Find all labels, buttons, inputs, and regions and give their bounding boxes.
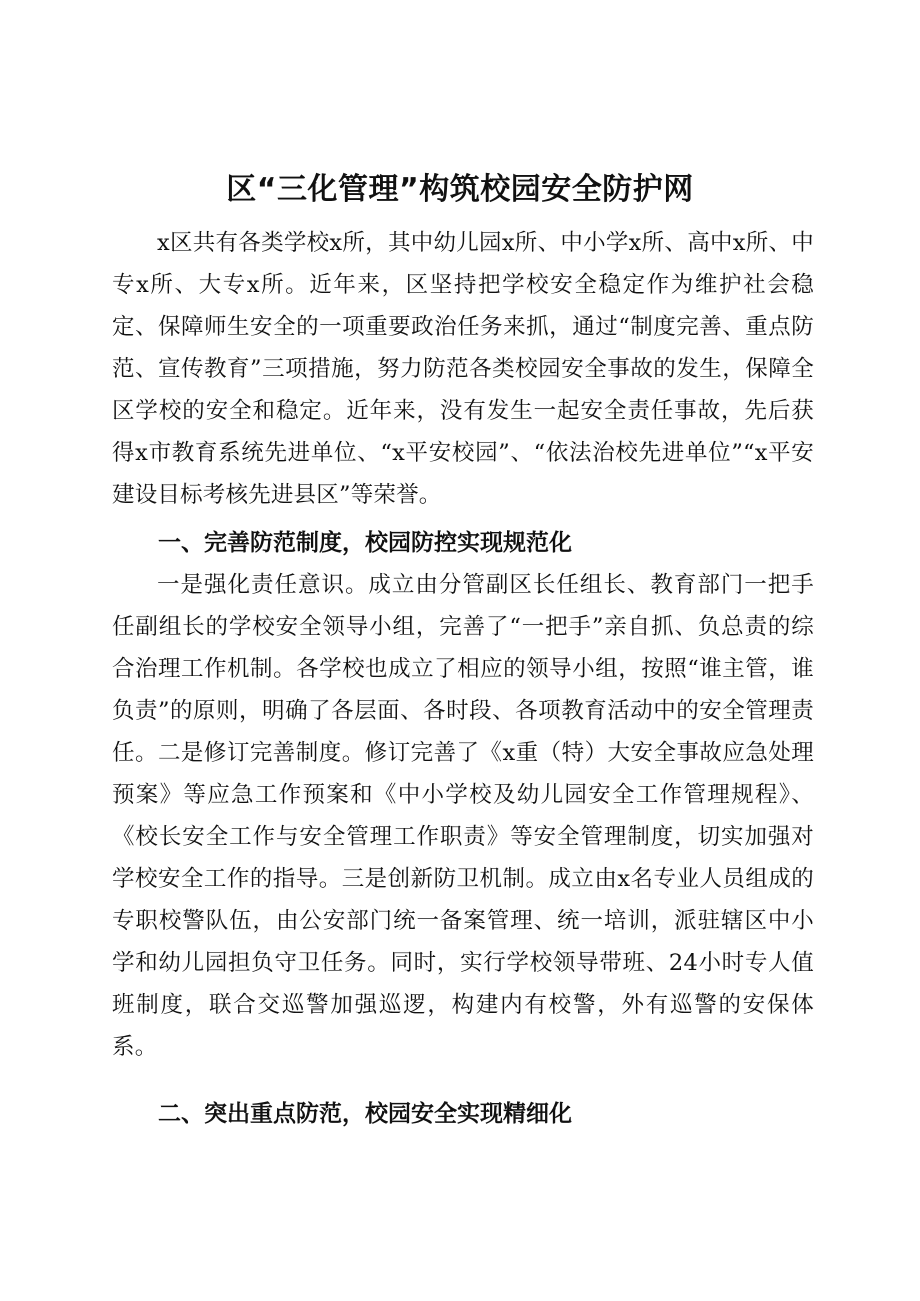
section-heading-1: 一、完善防范制度，校园防控实现规范化 [158,530,572,556]
section-heading-2: 二、突出重点防范，校园安全实现精细化 [158,1101,572,1127]
document-title: 区“三化管理”构筑校园安全防护网 [226,172,694,207]
section-1-paragraph: 一是强化责任意识。成立由分管副区长任组长、教育部门一把手任副组长的学校安全领导小组，完善了“一把手”亲自抓、负总责的综合治理工作机制。各学校也成立了相应的领导小组，按照“谁主管，谁负责”的原则，明确了各层面、各时段、各项教育活动中的安全管理责任。二是修订完善制度。修订完善了《x重（特）大安全事故应急处理预案》等应急工作预案和《中小学校及幼儿园安全工作管理规程》、《校长安全工作与安全管理工作职责》等安全管理制度，切实加强对学校安全工作的指导。三是创新防卫机制。成立由x名专业人员组成的专职校警队伍，由公安部门统一备案管理、统一培训，派驻辖区中小学和幼儿园担负守卫任务。同时，实行学校领导带班、24小时专人值班制度，联合交巡警加强巡逻，构建内有校警，外有巡警的安保体系。 [112,572,814,1060]
intro-paragraph: x区共有各类学校x所，其中幼儿园x所、中小学x所、高中x所、中专x所、大专x所。近年来，区坚持把学校安全稳定作为维护社会稳定、保障师生安全的一项重要政治任务来抓，通过“制度完善、重点防范、宣传教育”三项措施，努力防范各类校园安全事故的发生，保障全区学校的安全和稳定。近年来，没有发生一起安全责任事故，先后获得x市教育系统先进单位、“x平安校园”、“依法治校先进单位”“x平安建设目标考核先进县区”等荣誉。 [112,230,814,508]
